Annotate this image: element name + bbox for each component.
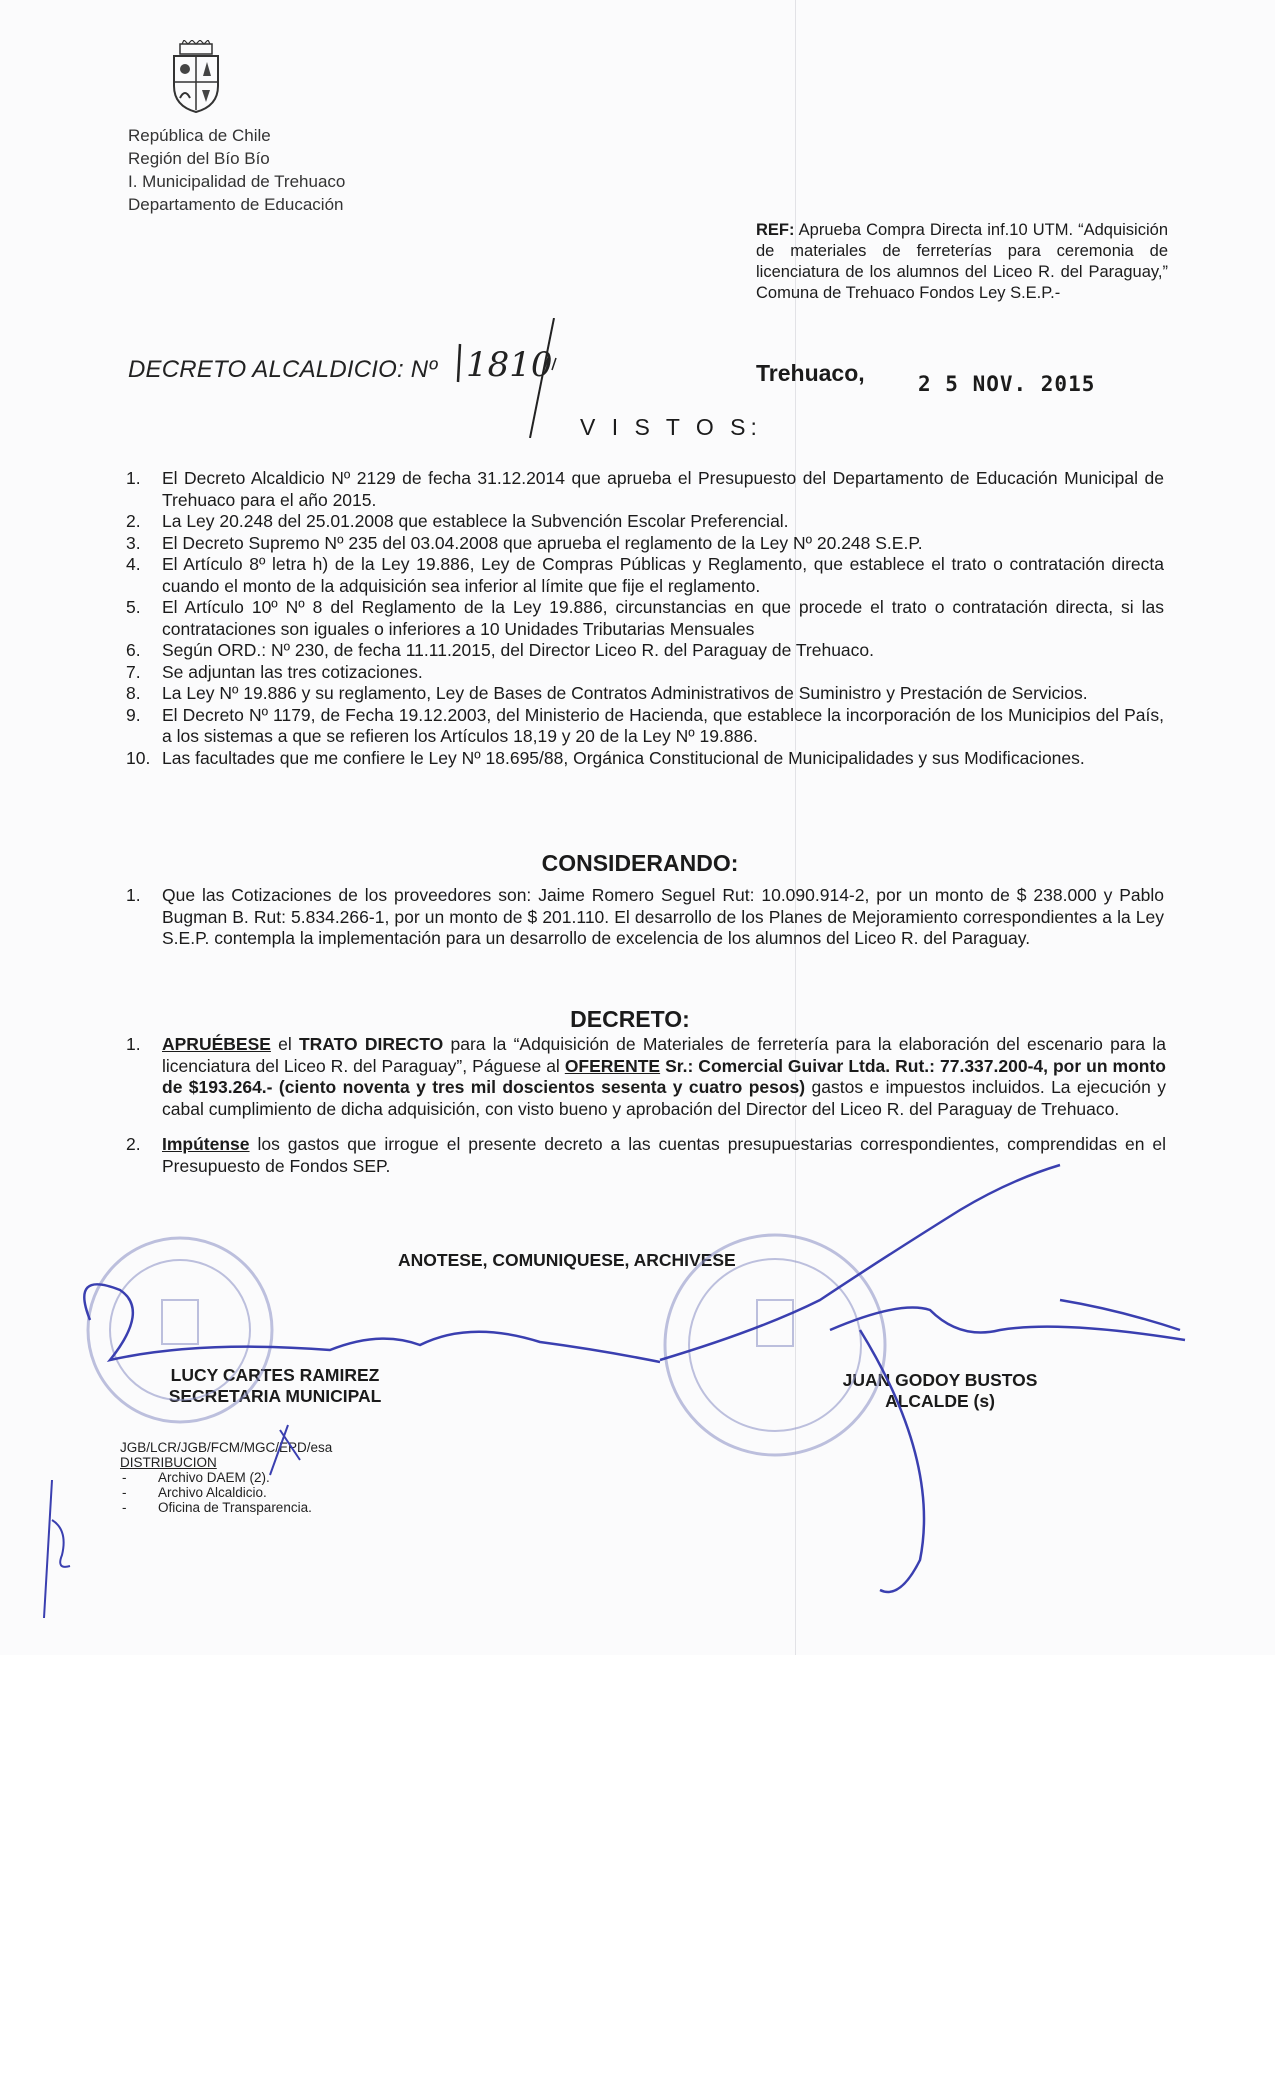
list-item bbox=[126, 1034, 1166, 1120]
vistos-list bbox=[126, 468, 1164, 769]
list-item bbox=[126, 748, 1164, 770]
decreto-heading: DECRETO: bbox=[570, 1006, 690, 1032]
initial-mark-icon bbox=[44, 1480, 70, 1618]
item-text: los gastos que irrogue el presente decreto a las cuentas presupuestarias correspondientes, comprendidas en el Presupuesto de Fondos SEP. bbox=[162, 1134, 1166, 1176]
list-item bbox=[126, 885, 1164, 950]
header-line: Departamento de Educación bbox=[128, 195, 344, 214]
list-item bbox=[126, 640, 1164, 662]
item-text: El Decreto Alcaldicio Nº 2129 de fecha 31.12.2014 que aprueba el Presupuesto del Departamento de Educación Municipal de Trehuaco para el año 2015. bbox=[162, 468, 1164, 510]
list-item bbox=[126, 705, 1164, 748]
decree-number-text: 1810 bbox=[466, 345, 553, 385]
item-text: El Decreto Supremo Nº 235 del 03.04.2008 que aprueba el reglamento de la Ley Nº 20.248 S.E.P. bbox=[162, 532, 923, 553]
list-item bbox=[126, 511, 1164, 533]
item-text: el bbox=[270, 1034, 299, 1054]
item-number: 4. bbox=[126, 554, 141, 574]
issuer-header bbox=[128, 124, 345, 216]
item-text: Que las Cotizaciones de los proveedores son: Jaime Romero Seguel Rut: 10.090.914-2, por un monto de $ 238.000 y Pablo Bugman B. Rut: 5.834.266-1, por un monto de $ 201.110. El desarrollo de los Planes de Mejoramiento correspondientes a la Ley S.E.P. contempla la implementación para un desarrollo de excelencia de los alumnos del Liceo R. del Paraguay. bbox=[162, 885, 1164, 948]
item-number: 1. bbox=[126, 1034, 141, 1054]
considerando-list bbox=[126, 885, 1164, 950]
document-footer bbox=[120, 1440, 332, 1515]
trato-directo-keyword: TRATO DIRECTO bbox=[298, 1034, 444, 1054]
item-text: La Ley Nº 19.886 y su reglamento, Ley de Bases de Contratos Administrativos de Suministro y Prestación de Servicios. bbox=[162, 683, 1088, 703]
list-item bbox=[126, 662, 1164, 684]
reference-text: Aprueba Compra Directa inf.10 UTM. “Adquisición de materiales de ferreterías para ceremonia de licenciatura de los alumnos del Liceo R. del Paraguay,” Comuna de Trehuaco Fondos Ley S.E.P.- bbox=[756, 221, 1168, 302]
item-number: 5. bbox=[126, 597, 141, 617]
item-text: La Ley 20.248 del 25.01.2008 que establece la Subvención Escolar Preferencial. bbox=[162, 511, 789, 531]
item-text: para la “Adquisición de Materiales de ferretería para la elaboración del escenario para la licenciatura del Liceo R. del Paraguay”, Páguese al bbox=[162, 1034, 1166, 1076]
closing-formula: ANOTESE, COMUNIQUESE, ARCHIVESE bbox=[398, 1250, 736, 1270]
item-text: Se adjuntan las tres cotizaciones. bbox=[162, 661, 423, 682]
signatory-name: LUCY CARTES RAMIREZ bbox=[170, 1365, 380, 1385]
item-text: El Artículo 10º Nº 8 del Reglamento de la Ley 19.886, circunstancias en que procede el trato o contratación directa, si las contrataciones son iguales o inferiores a 10 Unidades Tributarias Mensuales bbox=[162, 597, 1164, 639]
item-number: 1. bbox=[126, 468, 141, 488]
list-item bbox=[126, 597, 1164, 640]
item-number: 7. bbox=[126, 661, 141, 682]
supplier-and-amount: Sr.: Comercial Guivar Ltda. Rut.: 77.337.200-4, por un monto de $193.264.- (ciento noventa y tres mil doscientos sesenta y cuatro pesos) bbox=[162, 1055, 1166, 1097]
item-text: Según ORD.: Nº 230, de fecha 11.11.2015, del Director Liceo R. del Paraguay de Trehuaco. bbox=[162, 640, 875, 660]
apruebese-keyword: APRUÉBESE bbox=[162, 1034, 271, 1054]
item-text: gastos e impuestos incluidos. La ejecución y cabal cumplimiento de dicha adquisición, con visto bueno y aprobación del Director del Liceo R. del Paraguay de Trehuaco. bbox=[162, 1077, 1166, 1119]
item-number: 1. bbox=[126, 885, 141, 905]
secretary-signature-icon bbox=[84, 1284, 660, 1362]
signatory-name: JUAN GODOY BUSTOS bbox=[842, 1370, 1038, 1390]
signatory-title: SECRETARIA MUNICIPAL bbox=[168, 1386, 382, 1406]
list-item bbox=[126, 683, 1164, 705]
header-line: I. Municipalidad de Trehuaco bbox=[128, 172, 346, 191]
header-line: República de Chile bbox=[128, 126, 271, 145]
signature-block-mayor bbox=[800, 1370, 1080, 1412]
oferente-keyword: OFERENTE bbox=[564, 1055, 661, 1076]
reference-label: REF: bbox=[756, 221, 795, 239]
list-item bbox=[126, 468, 1164, 511]
list-item bbox=[126, 533, 1164, 555]
list-item bbox=[126, 554, 1164, 597]
distribution-label: DISTRIBUCION bbox=[120, 1455, 217, 1470]
distribution-list bbox=[120, 1470, 332, 1515]
distribution-item: - Archivo DAEM (2). bbox=[120, 1470, 332, 1485]
vistos-heading: V I S T O S: bbox=[580, 414, 762, 440]
considerando-heading: CONSIDERANDO: bbox=[541, 850, 739, 876]
header-line: Región del Bío Bío bbox=[128, 149, 270, 168]
imputese-keyword: Impútense bbox=[162, 1134, 250, 1154]
decreto-list bbox=[126, 1034, 1166, 1191]
signatory-title: ALCALDE (s) bbox=[885, 1391, 995, 1411]
item-number: 2. bbox=[126, 1134, 141, 1154]
item-text: El Decreto Nº 1179, de Fecha 19.12.2003, del Ministerio de Hacienda, que establece la incorporación de los Municipios del País, a los sistemas a que se refieren los Artículos 18,19 y 20 de la Ley Nº 19.886. bbox=[162, 704, 1164, 746]
item-text: Las facultades que me confiere le Ley Nº 18.695/88, Orgánica Constitucional de Municipalidades y sus Modificaciones. bbox=[162, 747, 1085, 768]
distribution-item: - Archivo Alcaldicio. bbox=[120, 1485, 332, 1500]
item-number: 2. bbox=[126, 511, 141, 531]
issue-place: Trehuaco, bbox=[756, 360, 865, 386]
item-number: 6. bbox=[126, 640, 141, 660]
item-number: 8. bbox=[126, 683, 141, 703]
decree-title: DECRETO ALCALDICIO: Nº bbox=[128, 356, 438, 383]
item-number: 3. bbox=[126, 532, 141, 553]
initials-code: JGB/LCR/JGB/FCM/MGC/EPD/esa bbox=[120, 1440, 333, 1455]
municipal-crest-icon bbox=[166, 40, 226, 114]
item-number: 9. bbox=[126, 704, 141, 725]
item-text: El Artículo 8º letra h) de la Ley 19.886, Ley de Compras Públicas y Reglamento, que establece el trato o contratación directa cuando el monto de la adquisición sea inferior al límite que fije el reglamento. bbox=[162, 554, 1164, 596]
item-number: 10. bbox=[126, 747, 151, 768]
list-item bbox=[126, 1134, 1166, 1177]
date-stamp: 2 5 NOV. 2015 bbox=[918, 372, 1096, 396]
distribution-item: - Oficina de Transparencia. bbox=[120, 1500, 332, 1515]
reference-block bbox=[756, 220, 1168, 304]
signature-block-secretary bbox=[140, 1365, 410, 1407]
